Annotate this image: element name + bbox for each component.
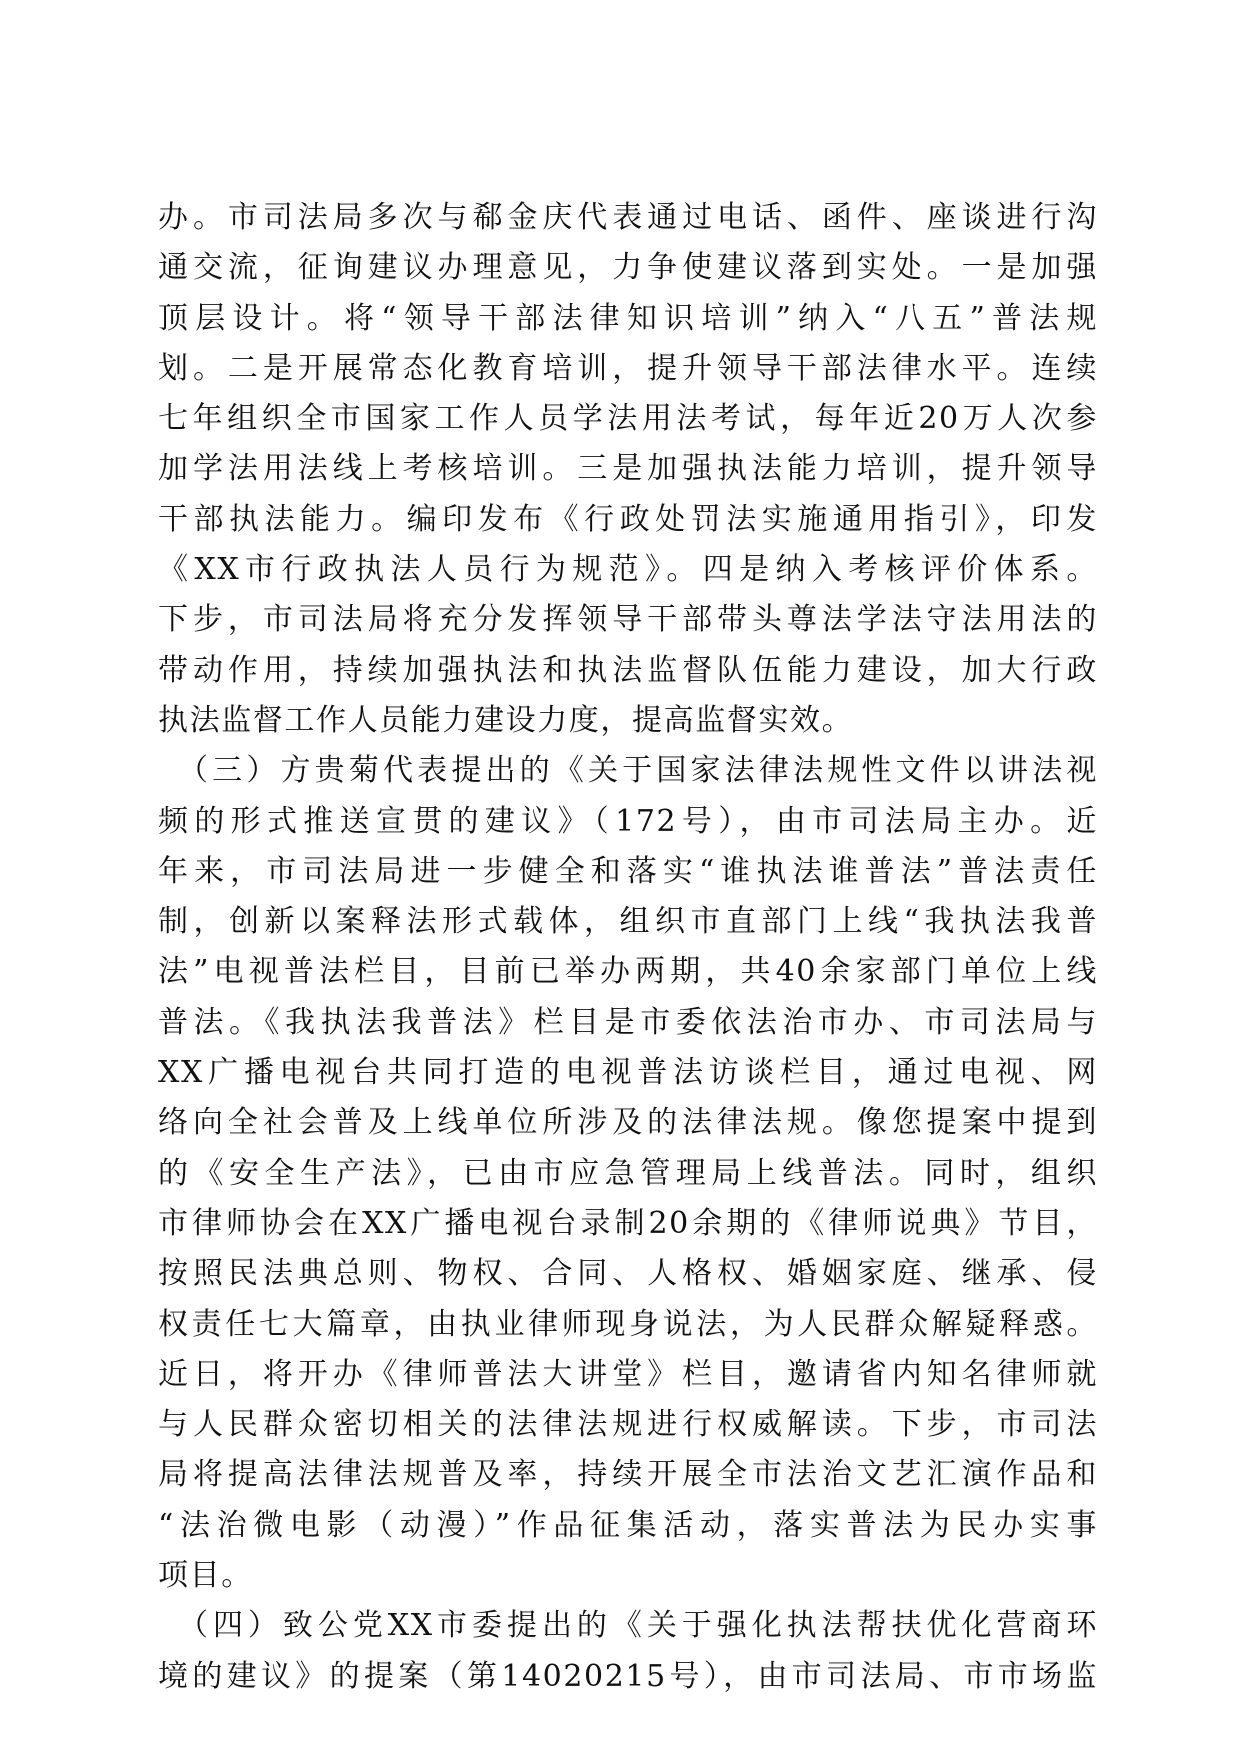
text-line: 干部执法能力。编印发布《行政处罚法实施通用指引》，印发 xyxy=(158,501,1098,537)
text-line: “法治微电影（动漫）”作品征集活动，落实普法为民办实事 xyxy=(158,1507,1098,1543)
text-line: 的《安全生产法》，已由市应急管理局上线普法。同时，组织 xyxy=(158,1155,1098,1191)
text-line: 境的建议》的提案（第14020215号），由市司法局、市市场监 xyxy=(158,1658,1098,1694)
text-line: 办。市司法局多次与郗金庆代表通过电话、函件、座谈进行沟 xyxy=(158,200,1098,235)
text-line: 法”电视普法栏目，目前已举办两期，共40余家部门单位上线 xyxy=(158,954,1098,990)
text-line: 与人民群众密切相关的法律法规进行权威解读。下步，市司法 xyxy=(158,1407,1098,1443)
text-line: 项目。 xyxy=(158,1558,253,1594)
text-line: 通交流，征询建议办理意见，力争使建议落到实处。一是加强 xyxy=(158,250,1098,286)
text-line: 市律师协会在XX广播电视台录制20余期的《律师说典》节目， xyxy=(158,1205,1098,1241)
text-line: 制，创新以案释法形式载体，组织市直部门上线“我执法我普 xyxy=(158,904,1098,940)
text-line: 加学法用法线上考核培训。三是加强执法能力培训，提升领导 xyxy=(158,451,1098,487)
text-line: 频的形式推送宣贯的建议》（172号），由市司法局主办。近 xyxy=(158,803,1098,839)
document-body xyxy=(158,193,1098,1702)
text-line: 七年组织全市国家工作人员学法用法考试，每年近20万人次参 xyxy=(158,401,1098,437)
text-line: 执法监督工作人员能力建设力度，提高监督实效。 xyxy=(158,702,854,738)
text-line: 《XX市行政执法人员行为规范》。四是纳入考核评价体系。 xyxy=(158,552,1098,588)
paragraph-start-line: （四）致公党XX市委提出的《关于强化执法帮扶优化营商环 xyxy=(178,1608,1098,1644)
text-line: 划。二是开展常态化教育培训，提升领导干部法律水平。连续 xyxy=(158,350,1098,386)
text-line: XX广播电视台共同打造的电视普法访谈栏目，通过电视、网 xyxy=(158,1055,1098,1091)
text-line: 局将提高法律法规普及率，持续开展全市法治文艺汇演作品和 xyxy=(158,1457,1098,1493)
text-line: 络向全社会普及上线单位所涉及的法律法规。像您提案中提到 xyxy=(158,1105,1098,1141)
text-line: 权责任七大篇章，由执业律师现身说法，为人民群众解疑释惑。 xyxy=(158,1306,1098,1342)
text-line: 带动作用，持续加强执法和执法监督队伍能力建设，加大行政 xyxy=(158,652,1098,688)
text-line: 普法。《我执法我普法》栏目是市委依法治市办、市司法局与 xyxy=(158,1004,1098,1040)
text-line: 近日，将开办《律师普法大讲堂》栏目，邀请省内知名律师就 xyxy=(158,1356,1098,1392)
paragraph-start-line: （三）方贵菊代表提出的《关于国家法律法规性文件以讲法视 xyxy=(178,753,1098,789)
text-line: 顶层设计。将“领导干部法律知识培训”纳入“八五”普法规 xyxy=(158,300,1098,336)
text-line: 年来，市司法局进一步健全和落实“谁执法谁普法”普法责任 xyxy=(158,853,1098,889)
text-line: 下步，市司法局将充分发挥领导干部带头尊法学法守法用法的 xyxy=(158,602,1098,638)
text-line: 按照民法典总则、物权、合同、人格权、婚姻家庭、继承、侵 xyxy=(158,1256,1098,1292)
